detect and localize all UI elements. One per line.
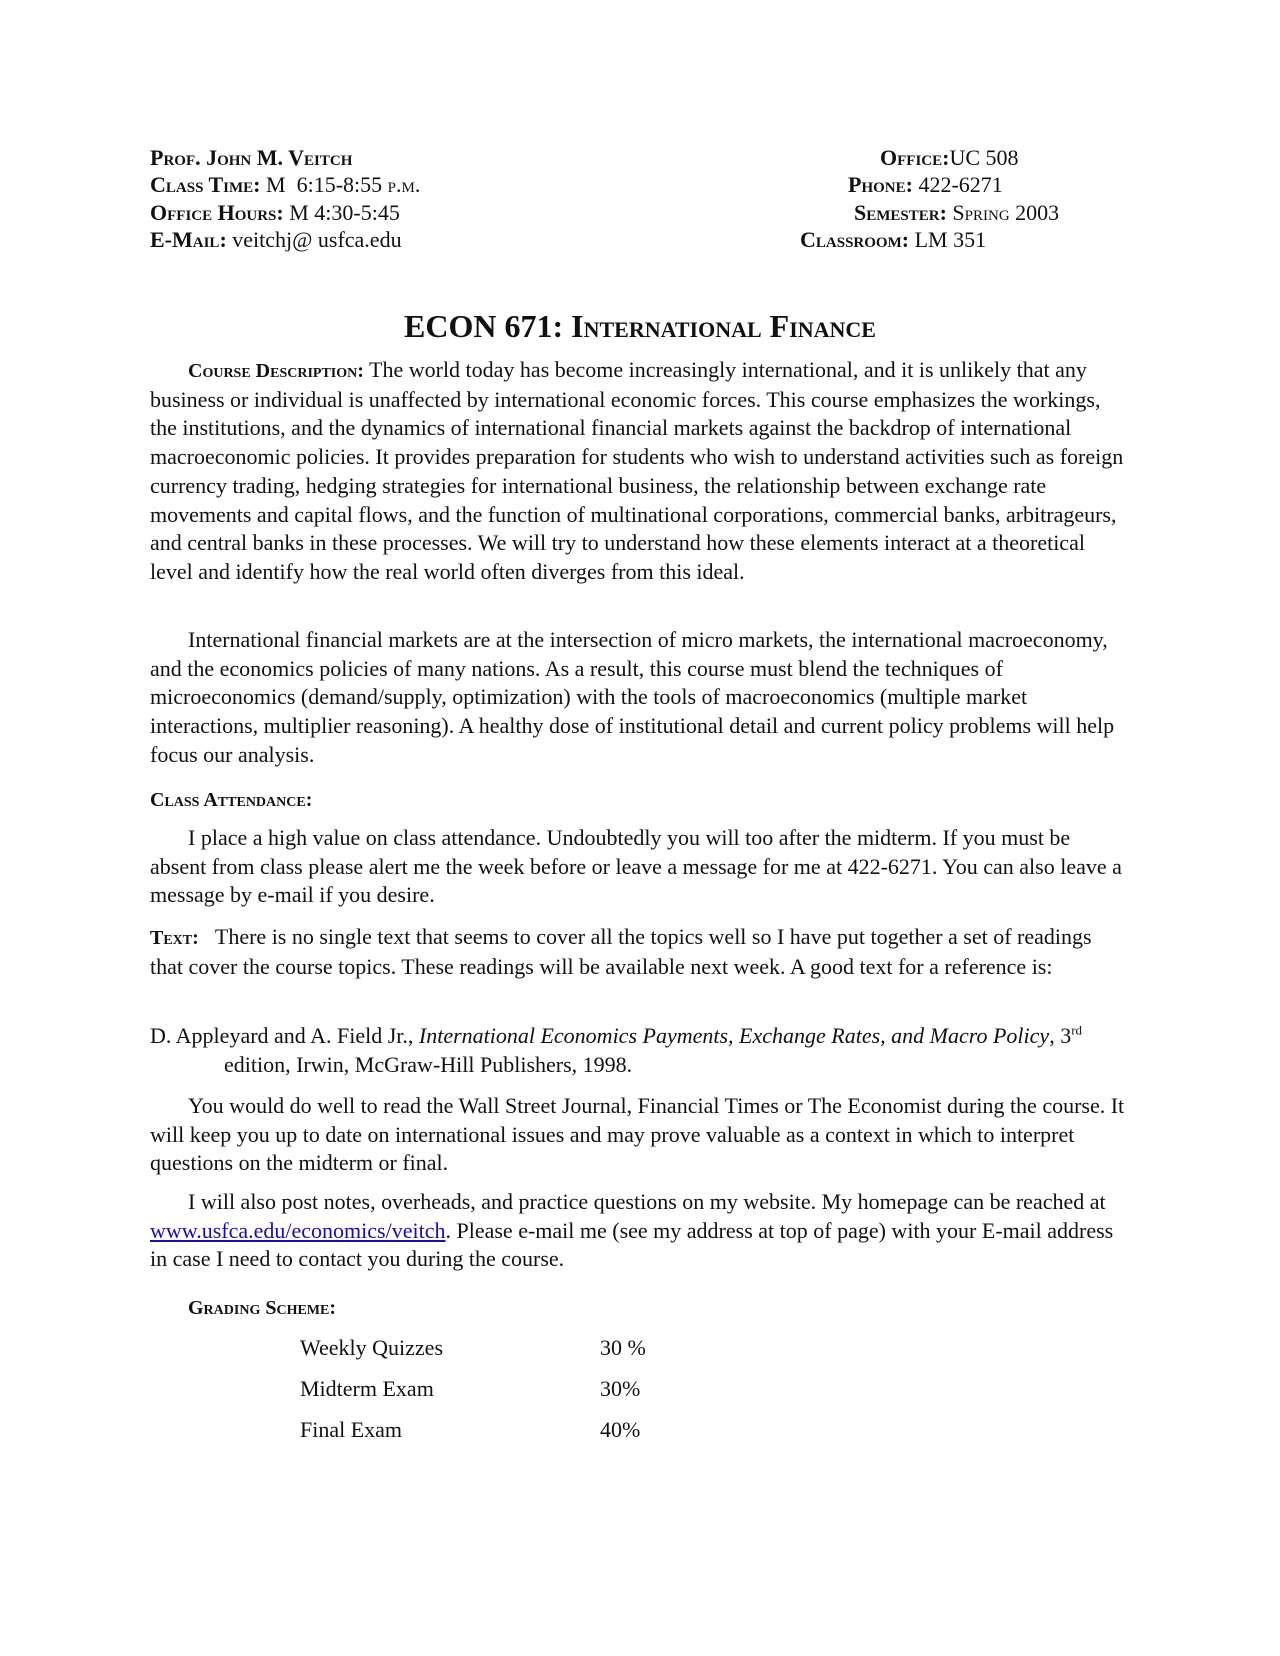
course-description-paragraph bbox=[150, 356, 1130, 587]
homepage-link[interactable]: www.usfca.edu/economics/veitch bbox=[150, 1217, 446, 1243]
website-text-start: I will also post notes, overheads, and practice questions on my website. My homepage can be reached at bbox=[188, 1189, 1106, 1214]
class-time bbox=[150, 171, 420, 199]
course-description-text-2: International financial markets are at the intersection of micro markets, the international macroeconomy, and the economics policies of many nations. As a result, this course must blend the techniques of microeconomics (demand/supply, optimization) with the tools of macroeconomics (multiple market interactions, multiplier reasoning). A healthy dose of institutional detail and current policy problems will help focus our analysis. bbox=[150, 627, 1115, 767]
course-description-label: Course Description: bbox=[188, 360, 364, 382]
phone-label: Phone: bbox=[848, 172, 913, 197]
course-name: International Finance bbox=[571, 308, 876, 344]
class-attendance-text: I place a high value on class attendance. Undoubtedly you will too after the midterm. If you must be absent from class please alert me the week before or leave a message for me at 422-6271. You can also leave a message by e-mail if you desire. bbox=[150, 825, 1122, 908]
classroom-value: LM 351 bbox=[909, 227, 987, 252]
grading-weight: 30 % bbox=[600, 1335, 646, 1360]
class-attendance-paragraph bbox=[150, 824, 1130, 910]
email bbox=[150, 226, 402, 254]
course-title bbox=[0, 306, 1280, 346]
email-value: veitchj@ usfca.edu bbox=[226, 227, 402, 252]
class-time-pm: p.m. bbox=[387, 172, 421, 197]
class-time-label: Class Time: bbox=[150, 172, 261, 197]
office-label: Office: bbox=[880, 145, 950, 170]
grading-weight: 30% bbox=[600, 1376, 641, 1401]
reading-suggestion-paragraph bbox=[150, 1092, 1130, 1178]
office-hours bbox=[150, 199, 400, 227]
text-paragraph bbox=[150, 923, 1130, 981]
office-hours-label: Office Hours: bbox=[150, 200, 284, 225]
semester-value: Spring bbox=[946, 200, 1010, 225]
office-value: UC 508 bbox=[949, 145, 1019, 170]
course-description-paragraph-2 bbox=[150, 626, 1130, 770]
grading-item: Midterm Exam bbox=[300, 1376, 434, 1401]
reference-authors: D. Appleyard and A. Field Jr., bbox=[150, 1023, 419, 1048]
office bbox=[880, 144, 1019, 172]
reading-suggestion-text: You would do well to read the Wall Street Journal, Financial Times or The Economist during the course. It will keep you up to date on international issues and may prove valuable as a context in which to interpret questions on the midterm or final. bbox=[150, 1093, 1125, 1176]
classroom bbox=[800, 226, 986, 254]
semester-year: 2003 bbox=[1009, 200, 1060, 225]
semester bbox=[854, 199, 1059, 227]
semester-label: Semester: bbox=[854, 200, 947, 225]
grading-item: Weekly Quizzes bbox=[300, 1335, 443, 1360]
course-code: ECON 671: bbox=[404, 308, 572, 344]
grading-weight: 40% bbox=[600, 1417, 641, 1442]
grading-item: Final Exam bbox=[300, 1417, 403, 1442]
reference-edition: , 3 bbox=[1049, 1023, 1072, 1048]
website-text-end: . Please e-mail me (see my address at top of page) with your E-mail address in case I need to contact you during the course. bbox=[150, 1217, 1114, 1272]
classroom-label: Classroom: bbox=[800, 227, 910, 252]
website-paragraph bbox=[150, 1188, 1130, 1274]
textbook-reference bbox=[150, 1022, 1130, 1079]
class-attendance-heading: Class Attendance: bbox=[150, 789, 313, 811]
course-description-text: The world today has become increasingly international, and it is unlikely that any business or individual is unaffected by international economic forces. This course emphasizes the workings, the institutions, and the dynamics of international financial markets against the backdrop of international macroeconomic policies. It provides preparation for students who wish to understand activities such as foreign currency trading, hedging strategies for international business, the relationship between exchange rate movements and capital flows, and the function of multinational corporations, commercial banks, arbitrageurs, and central banks in these processes. We will try to understand how these elements interact at a theoretical level and identify how the real world often diverges from this ideal. bbox=[150, 357, 1124, 584]
text-paragraph-body: There is no single text that seems to cover all the topics well so I have put together a set of readings that cover the course topics. These readings will be available next week. A good text for a reference is: bbox=[150, 924, 1098, 979]
reference-edition-suffix: rd bbox=[1071, 1022, 1083, 1038]
class-time-value: M 6:15-8:55 bbox=[260, 172, 388, 197]
phone bbox=[848, 171, 1003, 199]
email-label: E-Mail: bbox=[150, 227, 227, 252]
reference-publisher: edition, Irwin, McGraw-Hill Publishers, 1998. bbox=[224, 1051, 633, 1077]
professor-name-text: Prof. John M. Veitch bbox=[150, 145, 353, 170]
grading-scheme-heading: Grading Scheme: bbox=[188, 1297, 337, 1319]
reference-title: International Economics Payments, Exchange Rates, and Macro Policy bbox=[418, 1023, 1050, 1048]
professor-name bbox=[150, 144, 352, 172]
office-hours-value: M 4:30-5:45 bbox=[283, 200, 400, 225]
phone-value: 422-6271 bbox=[912, 172, 1003, 197]
text-label: Text: bbox=[150, 927, 199, 949]
